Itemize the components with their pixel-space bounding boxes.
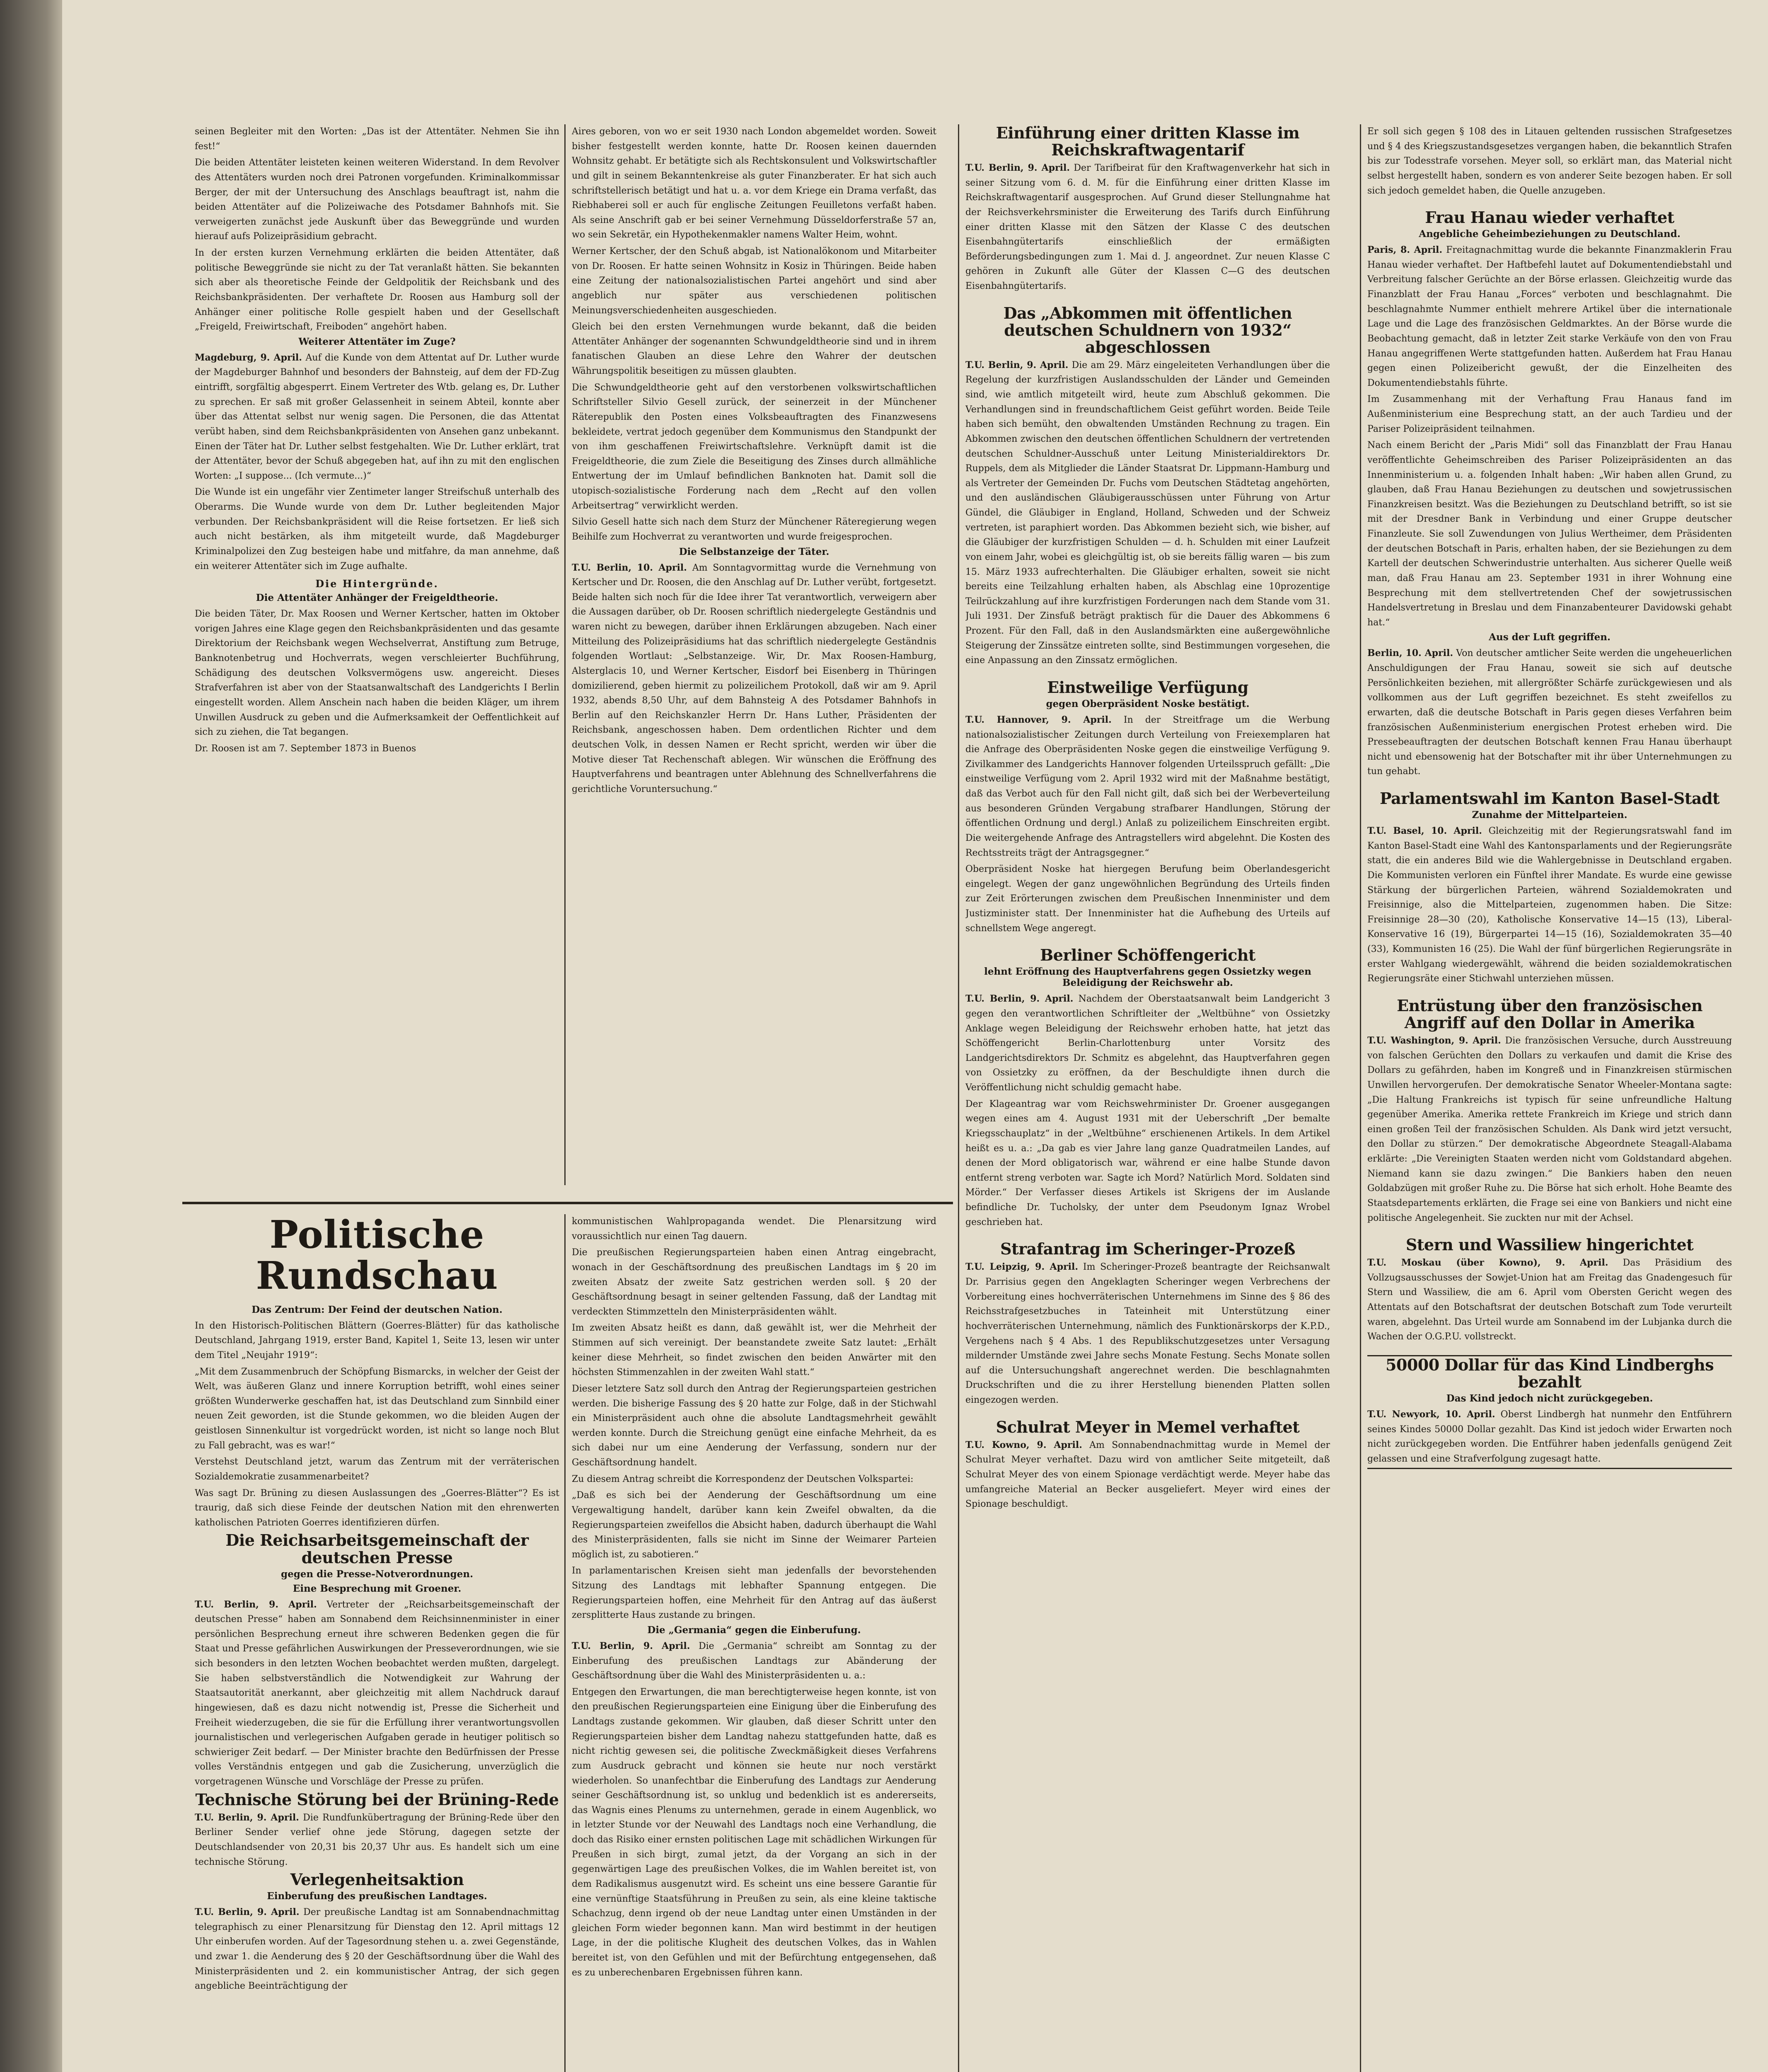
politische-rundschau-column-2 [572, 1214, 936, 2072]
paragraph: Werner Kertscher, der den Schuß abgab, ist Nationalökonom und Mitarbeiter von Dr. Roosen. Er hatte seinen Wohnsitz in Kosiz in Thüringen. Beide haben eine Zeitung der nationalsozialistischen Partei angehört und sind aber angeblich nur später aus verschiedenen politischen Meinungsverschiedenheiten ausgeschieden. [572, 246, 936, 316]
subheading: Einberufung des preußischen Landtages. [267, 1890, 487, 1902]
paragraph: Was sagt Dr. Brüning zu diesen Auslassungen des „Goerres-Blätter“? Es ist traurig, daß sich diese Feinde der deutschen Nation mit den ehrenwerten katholischen Patrioten Goerres identifizieren dürfen. [195, 1488, 559, 1528]
paragraph: Die beiden Attentäter leisteten keinen weiteren Widerstand. In dem Revolver des Attentäters wurden noch drei Patronen vorgefunden. Kriminalkommissar Berger, der mit der Untersuchung des Anschlags beauftragt ist, nahm die beiden Attentäter auf die Polizeiwache des Potsdamer Bahnhofs mit. Sie verweigerten zunächst jede Auskunft über das Beweggründe und wurden hierauf aufs Polizeipräsidium gebracht. [195, 157, 559, 242]
article-dollar-angriff [1367, 997, 1732, 1225]
paragraph-text: Der Tarifbeirat für den Kraftwagenverkehr hat sich in seiner Sitzung vom 6. d. M. für die Einführung einer dritten Klasse im Reichskraftwagentarif ausgesprochen. Auf Grund dieser Stellungnahme hat der Reichsverkehrsminister die Erweiterung des Tarifs durch Einführung einer dritten Klasse mit den Sätzen der Klasse C des deutschen Eisenbahngütertarifs einschließlich der ermäßigten Beförderungsbedingungen zum 1. Mai d. J. angeordnet. Zur neuen Klasse C gehören in Zukunft alle Güter der Klassen C—G des deutschen Eisenbahngütertarifs. [965, 163, 1330, 292]
paragraph-text: Die Rundfunkübertragung der Brüning-Rede über den Berliner Sender verlief ohne jede Störung, dagegen setzte der Deutschlandsender von 20,31 bis 20,37 Uhr aus. Es handelt sich um eine technische Störung. [195, 1812, 559, 1867]
headline: Technische Störung bei der Brüning-Rede [195, 1790, 559, 1809]
paragraph-text: Freitagnachmittag wurde die bekannte Finanzmaklerin Frau Hanau wieder verhaftet. Der Haftbefehl lautet auf Dokumentendiebstahl und Verbreitung falscher Gerüchte an der Börse erlassen. Gleichzeitig wurde das Finanzblatt der Frau Hanau „Forces“ verboten und beschlagnahmt. Die beschlagnahmte Nummer enthielt mehrere Artikel über die internationale Lage und die Lage des französischen Geldmarktes. An der Börse wurde die Beobachtung gemacht, daß in letzter Zeit starke Verkäufe von den von Frau Hanau angegriffenen Werte stattgefunden hatten. Außerdem hat Frau Hanau gegen einen Polizeibericht gewußt, der die Einzelheiten des Dokumentendiebstahls führte. [1367, 245, 1732, 388]
headline: Einstweilige Verfügung [1047, 678, 1248, 697]
subheading: gegen die Presse-Notverordnungen. [281, 1568, 473, 1580]
paragraph [195, 1905, 559, 1994]
paragraph: Dieser letztere Satz soll durch den Antrag der Regierungsparteien gestrichen werden. Die bisherige Fassung des § 20 hatte zur Folge, daß in der Stichwahl ein Ministerpräsident auch ohne die absolute Landtagsmehrheit gewählt werden konnte. Durch die Streichung genügt eine einfache Mehrheit, da es sich dabei nur um eine Aenderung der Verfassung, sondern nur der Geschäftsordnung handelt. [572, 1383, 936, 1468]
paragraph-text: Die am 29. März eingeleiteten Verhandlungen über die Regelung der kurzfristigen Auslandsschulden der Länder und Gemeinden sind, wie amtlich mitgeteilt wird, heute zum Abschluß gekommen. Die Verhandlungen sind in freundschaftlichem Geist geführt worden. Beide Teile haben sich bemüht, den obwaltenden Umständen Rechnung zu tragen. Ein Abkommen zwischen den deutschen öffentlichen Schuldnern der vertretenden deutschen Schuldner-Ausschuß unter Leitung Ministerialdirektors Dr. Ruppels, dem als Mitglieder die Länder Staatsrat Dr. Lippmann-Hamburg und als Vertreter der Gemeinden Dr. Fuchs vom Deutschen Städtetag angehörten, und den ausländischen Gläubigerausschüssen unter Führung von Artur Gündel, die Gläubiger in England, Holland, Schweden und der Schweiz vertreten, ist paraphiert worden. Das Abkommen bezieht sich, wie bisher, auf die Gläubiger der kurzfristigen Schulden — d. h. Schulden mit einer Laufzeit von einem Jahr, wobei es gleichgültig ist, ob sie bereits fällig waren — bis zum 15. März 1933 aufrechterhalten. Die Gläubiger erhalten, soweit sie nicht bereits eine Teilzahlung erhalten haben, als Abschlag eine 10prozentige Teilrückzahlung auf ihre kurzfristigen Forderungen nach dem Stande vom 31. Juli 1931. Der Zinsfuß beträgt praktisch für die Dauer des Abkommens 6 Prozent. Für den Fall, daß in den Auslandsmärkten eine außergewöhnliche Steigerung der Zinssätze eintreten sollte, sind Bestimmungen vorgesehen, die eine Anpassung an den Zinssatz ermöglichen. [965, 360, 1330, 666]
paragraph: Die preußischen Regierungsparteien haben einen Antrag eingebracht, wonach in der Geschäftsordnung des preußischen Landtags im § 20 im zweiten Absatz der zweite Satz gestrichen werden soll. § 20 der Geschäftsordnung besagt in seiner geltenden Fassung, daß der Landtag mit verdeckten Stimmzetteln den Ministerpräsidenten wählt. [572, 1247, 936, 1317]
paragraph: Nach einem Bericht der „Paris Midi“ soll das Finanzblatt der Frau Hanau veröffentlichte Geheimschreiben des Pariser Polizeipräsidenten an das Innenministerium u. a. folgenden Inhalt haben: „Wir haben allen Grund, zu glauben, daß Frau Hanau Beziehungen zu deutschen und sowjetrussischen Finanzkreisen besitzt. Was die Beziehungen zu Deutschland betrifft, so ist sie mit der Dresdner Bank in Verbindung und einer Gruppe deutscher Finanzleute. Sie soll Zuwendungen von Julius Wertheimer, dem Präsidenten der deutschen Botschaft in Paris, erhalten haben, der sie Beziehungen zu dem Kartell der deutschen Schwerindustrie unterhalten. Aus sicherer Quelle weiß man, daß Frau Hanau am 23. September 1931 in ihrer Wohnung eine Besprechung mit dem stellvertretenden Chef der sowjetrussischen Handelsvertretung in Breslau und dem Finanzabenteurer Davidowski gehabt hat.“ [1367, 440, 1732, 628]
headline: 50000 Dollar für das Kind Lindberghs bezahlt [1385, 1355, 1714, 1391]
paragraph: seinen Begleiter mit den Worten: „Das ist der Attentäter. Nehmen Sie ihn fest!“ [195, 126, 559, 152]
paragraph: „Daß es sich bei der Aenderung der Geschäftsordnung um eine Vergewaltigung handelt, darüber kann kein Zweifel obwalten, da die Regierungsparteien zweifellos die Absicht haben, dadurch überhaupt die Wahl des Ministerpräsidenten, falls sie nicht im Sinne der Weimarer Parteien möglich ist, zu sabotieren.“ [572, 1490, 936, 1560]
headline: Verlegenheitsaktion [290, 1870, 464, 1889]
paragraph: Aires geboren, von wo er seit 1930 nach London abgemeldet worden. Soweit bisher festgestellt werden konnte, hatte Dr. Roosen keinen dauernden Wohnsitz gehabt. Er betätigte sich als Rechtskonsulent und Volkswirtschaftler und gilt in seinem Bekanntenkreise als guter Finanzberater. Er hat sich auch schriftstellerisch betätigt und hat u. a. vor dem Kriege ein Drama verfaßt, das Riebhaberei soll er auch für englische Zeitungen Feuilletons verfaßt haben. Als seine Anschrift gab er bei seiner Vernehmung Düsseldorferstraße 57 an, wo sein Sekretär, ein Hypothekenmakler namens Walter Heim, wohnt. [572, 126, 936, 240]
paragraph: Silvio Gesell hatte sich nach dem Sturz der Münchener Räteregierung wegen Beihilfe zum Hochverrat zu verantworten und wurde freigesprochen. [572, 517, 936, 542]
column-1 [195, 124, 559, 1193]
paragraph [1367, 1256, 1732, 1344]
section-title: Politische Rundschau [256, 1214, 498, 1298]
paragraph-text: Auf die Kunde von dem Attentat auf Dr. Luther wurde der Magdeburger Bahnhof und besonders der Bahnsteig, auf dem der FD-Zug eintrifft, sorgfältig abgesperrt. Einem Vertreter des Wtb. gelang es, Dr. Luther zu sprechen. Er saß mit großer Gelassenheit in seinem Abteil, konnte aber über das Attentat selbst nur wenig sagen. Die Personen, die das Attentat verübt haben, sind dem Reichsbankpräsidenten von Ansehen ganz unbekannt. Einen der Täter hat Dr. Luther selbst festgehalten. Wie Dr. Luther erklärt, trat der Attentäter, bevor der Schuß abgegeben hat, auf ihn zu mit den englischen Worten: „I suppose... (Ich vermute...)“ [195, 352, 559, 481]
paragraph [1367, 1407, 1732, 1467]
paragraph-text: Der preußische Landtag ist am Sonnabendnachmittag telegraphisch zu einer Plenarsitzung für Dienstag den 12. April mittags 12 Uhr einberufen worden. Auf der Tagesordnung stehen u. a. zwei Gegenstände, und zwar 1. die Aenderung des § 20 der Geschäftsordnung über die Wahl des Ministerpräsidenten und 2. ein kommunistischer Antrag, der sich gegen angebliche Beeinträchtigung der [195, 1907, 559, 1992]
headline: Schulrat Meyer in Memel verhaftet [996, 1417, 1300, 1436]
article-lindbergh [1367, 1355, 1732, 1469]
headline: Frau Hanau wieder verhaftet [1425, 208, 1674, 227]
paragraph [1367, 646, 1732, 779]
column-rule [958, 124, 959, 2072]
paragraph-text: Am Sonnabendnachmittag wurde in Memel der Schulrat Meyer verhaftet. Dazu wird von amtlicher Seite mitgeteilt, daß Schulrat Meyer des von einem Spionage verdächtigt werde. Meyer habe das umfangreiche Material an Becker ausgeliefert. Meyer wird eines der Spionage beschuldigt. [965, 1440, 1330, 1510]
headline: Das „Abkommen mit öffentlichen deutschen Schuldnern von 1932“ abgeschlossen [1003, 303, 1292, 356]
dateline: Berlin, 10. April. [1367, 648, 1454, 659]
column-rule [1360, 124, 1361, 2072]
paragraph: Die Schwundgeldtheorie geht auf den verstorbenen volkswirtschaftlichen Schriftsteller Silvio Gesell zurück, der seinerzeit in der Münchener Räterepublik den Posten eines Volksbeauftragten des Finanzwesens bekleidete, vertrat jedoch gegenüber dem Kommunismus den Standpunkt der von ihm geschaffenen Freiwirtschaftslehre. Verknüpft damit ist die Freigeldtheorie, die zum Ziele die Beseitigung des Zinses durch allmähliche Entwertung der im Umlauf befindlichen Banknoten hat. Damit soll die utopisch-sozialistische Forderung nach dem „Recht auf den vollen Arbeitsertrag“ verwirklicht werden. [572, 382, 936, 511]
paragraph-text: Von deutscher amtlicher Seite werden die ungeheuerlichen Anschuldigungen der Frau Hanau, soweit sie sich auf deutsche Persönlichkeiten beziehen, mit allergrößter Schärfe zurückgewiesen und als vollkommen aus der Luft gegriffen bezeichnet. Es steht zweifellos zu erwarten, daß die deutsche Botschaft in Paris gegen dieses Verfahren beim französischen Außenministerium energischen Protest erheben wird. Die Pressebeauftragten der deutschen Botschaft kennen Frau Hanau überhaupt nicht und ebensowenig hat der Botschafter mit ihr über Unternehmungen zu tun gehabt. [1367, 648, 1732, 777]
dateline: T.U. Berlin, 9. April. [965, 359, 1069, 370]
article-abkommen [965, 305, 1330, 668]
paragraph: Dr. Roosen ist am 7. September 1873 in Buenos [195, 743, 416, 754]
paragraph-text: Das Präsidium des Vollzugsausschusses der Sowjet-Union hat am Freitag das Gnadengesuch für Stern und Wassiliew, die am 6. April vom Obersten Gericht wegen des Attentats auf den Botschaftsrat der deutschen Botschaft zum Tode verurteilt waren, abgelehnt. Das Urteil wurde am Sonnabend im der Lubjanka durch die Wachen der O.G.P.U. vollstreckt. [1367, 1258, 1732, 1342]
politische-rundschau-column-1 [195, 1214, 559, 2072]
paragraph [1367, 824, 1732, 986]
dateline: T.U. Berlin, 9. April. [965, 993, 1074, 1005]
dateline: T.U. Berlin, 9. April. [195, 1812, 299, 1823]
column-2 [572, 124, 936, 1193]
headline: Die Reichsarbeitsgemeinschaft der deutschen Presse [225, 1531, 529, 1567]
section-heading: Die Hintergründe. [315, 578, 439, 590]
article-einstweilige-verfuegung [965, 679, 1330, 936]
paragraph [965, 713, 1330, 860]
subheading: Zunahme der Mittelparteien. [1472, 809, 1628, 821]
dateline: Paris, 8. April. [1367, 244, 1443, 256]
article-frau-hanau [1367, 209, 1732, 779]
dateline: T.U. Washington, 9. April. [1367, 1035, 1501, 1046]
article-meyer-continued [1367, 124, 1732, 198]
paragraph: Oberpräsident Noske hat hiergegen Berufung beim Oberlandesgericht eingelegt. Wegen der ganz ungewöhnlichen Begründung des Urteils finden zur Zeit Erörterungen zwischen dem Preußischen Innenminister und dem Justizminister statt. Der Innenminister hat die Aufhebung des Urteils auf schnellstem Wege angeregt. [965, 864, 1330, 934]
headline: Strafantrag im Scheringer-Prozeß [1000, 1239, 1295, 1259]
dateline: T.U. Basel, 10. April. [1367, 825, 1482, 837]
headline: Entrüstung über den französischen Angriff auf den Dollar in Amerika [1397, 996, 1703, 1032]
subheading: Die Attentäter Anhänger der Freigeldtheorie. [256, 592, 498, 604]
paragraph [965, 1438, 1330, 1512]
paragraph [195, 1811, 559, 1870]
paragraph: Er soll sich gegen § 108 des in Litauen geltenden russischen Strafgesetzes und § 4 des Kriegszustandsgesetzes vergangen haben, die bekanntlich Strafen bis zur Todesstrafe vorsehen. Meyer soll, so erklärt man, das Material nicht selbst hergestellt haben, sondern es von anderer Seite bezogen haben. Er soll sich jedoch gemeldet haben, die Quelle anzugeben. [1367, 126, 1732, 196]
column-rule [564, 1214, 566, 2072]
column-3 [965, 124, 1330, 2072]
paragraph [965, 358, 1330, 668]
paragraph-text: Die „Germania“ schreibt am Sonntag zu der Einberufung des preußischen Landtags zur Abänderung der Geschäftsordnung über die Wahl des Ministerpräsidenten u. a.: [572, 1641, 936, 1681]
paragraph [965, 161, 1330, 294]
paragraph: Im Zusammenhang mit der Verhaftung Frau Hanaus fand im Außenministerium eine Besprechung statt, an der auch Tardieu und der Pariser Polizeipräsident teilnahmen. [1367, 394, 1732, 434]
dateline: T.U. Berlin, 9. April. [965, 162, 1070, 174]
subheading: Weiterer Attentäter im Zuge? [298, 336, 456, 347]
headline: Parlamentswahl im Kanton Basel-Stadt [1379, 789, 1720, 808]
subheading: gegen Oberpräsident Noske bestätigt. [1046, 698, 1250, 709]
dateline: T.U. Berlin, 9. April. [572, 1640, 690, 1651]
paragraph: Zu diesem Antrag schreibt die Korrespondenz der Deutschen Volkspartei: [572, 1474, 914, 1484]
headline: Stern und Wassiliew hingerichtet [1405, 1235, 1694, 1254]
dateline: T.U. Kowno, 9. April. [965, 1439, 1082, 1450]
paragraph-text: In der Streitfrage um die Werbung nationalsozialistischer Zeitungen durch Verteilung von Freiexemplaren hat die Anfrage des Oberpräsidenten Noske gegen die einstweilige Verfügung 9. Zivilkammer des Landgerichts Hannover folgenden Urteilsspruch gefällt: „Die einstweilige Verfügung vom 2. April 1932 wird mit der Maßnahme bestätigt, daß das Verbot auch für den Fall nicht gilt, daß sich bei der Werbeverteilung aus besonderen Gründen Vergabung strafbarer Handlungen, Störung der öffentlichen Ordnung und dergl.) Anlaß zu polizeilichem Einschreiten ergibt. Die weitergehende Anfrage des Antragstellers wird abgelehnt. Die Kosten des Rechtsstreits trägt der Antragsgegner.“ [965, 714, 1330, 858]
paragraph: Die beiden Täter, Dr. Max Roosen und Werner Kertscher, hatten im Oktober vorigen Jahres eine Klage gegen den Reichsbankpräsidenten und das gesamte Direktorium der Reichsbank wegen Wechselverrat, Anstiftung zum Betruge, Banknotenbetrug und Hochverrats, wegen verschleierter Buchführung, Schädigung des deutschen Volksvermögens usw. angereicht. Dieses Strafverfahren ist aber von der Staatsanwaltschaft des Landgerichts I Berlin eingestellt worden. Allem Anschein nach haben die beiden Kläger, um ihrem Unwillen Ausdruck zu geben und die Aufmerksamkeit der Oeffentlichkeit auf sich zu ziehen, die Tat begangen. [195, 609, 559, 738]
article-schoeffengericht [965, 946, 1330, 1230]
dateline: T.U. Leipzig, 9. April. [965, 1261, 1079, 1273]
article-stern-wassiliew [1367, 1236, 1732, 1344]
paragraph [1367, 243, 1732, 390]
paragraph [195, 1598, 559, 1789]
paragraph: In parlamentarischen Kreisen sieht man jedenfalls der bevorstehenden Sitzung des Landtags mit lebhafter Spannung entgegen. Die Regierungsparteien hoffen, eine Mehrheit für den Antrag auf das äußerst zersplitterte Haus zustande zu bringen. [572, 1566, 936, 1621]
subheading: Aus der Luft gegriffen. [1489, 632, 1611, 643]
paragraph [572, 1639, 936, 1683]
article-basel-wahl [1367, 790, 1732, 986]
paragraph: Entgegen den Erwartungen, die man berechtigterweise hegen konnte, ist von den preußischen Regierungsparteien eine Einigung über die Einberufung des Landtags zustande gekommen. Wir glauben, daß dieser Schritt unter den Regierungsparteien bisher dem Landtag nahezu stattgefunden hatte, daß es nicht richtig gewesen sei, die politische Zweckmäßigkeit dieses Verfahrens zum Ausdruck gebracht und können sie heute nur noch verstärkt wiederholen. So unanfechtbar die Einberufung des Landtags zur Aenderung seiner Geschäftsordnung ist, so unklug und bedenklich ist es andererseits, das Wagnis eines Plenums zu unternehmen, gerade in einem Augenblick, wo in letzter Stunde vor der Neuwahl des Landtags noch eine Verhandlung, die doch das Risiko einer ernsten politischen Lage mit schädlichen Wirkungen für Preußen in sich birgt, zumal jetzt, da der Vorgang an sich in der gegenwärtigen Lage des preußischen Volkes, die im Wahlen bereitet ist, von dem Radikalismus ausgenutzt wird. Es scheint uns eine bessere Garantie für eine vernünftige Staatsführung in Preußen zu sein, als eine kleine taktische Schachzug, denn irgend ob der neue Landtag unter einen Umständen in der gleichen Form wieder begonnen kann. Man wird bestimmt in der heutigen Lage, in der die politische Klugheit des deutschen Volkes, das in Wahlen bereitet ist, von den Gefühlen und mit der Befürchtung entgegensehen, daß es zu unberechenbaren Ergebnissen führen kann. [572, 1687, 936, 1978]
paragraph-text: Im Scheringer-Prozeß beantragte der Reichsanwalt Dr. Parrisius gegen den Angeklagten Scheringer wegen Verbrechens der Vorbereitung eines hochverräterischen Unternehmens im Sinne des § 86 des Reichsstrafgesetzbuches in Tateinheit mit Unterstützung einer hochverräterischen Unternehmung, nämlich des Funktionärskorps der K.P.D., Vergehens nach § 4 Abs. 1 des Republikschutzgesetzes unter Versagung mildernder Umstände zwei Jahre sechs Monate Festung. Sechs Monate sollen auf die Untersuchungshaft angerechnet werden. Die beschlagnahmten Druckschriften und die zu ihrer Herstellung bienenden Platten sollen eingezogen werden. [965, 1262, 1330, 1405]
paragraph: Verstehst Deutschland jetzt, warum das Zentrum mit der verräterischen Sozialdemokratie zusammenarbeitet? [195, 1457, 559, 1482]
paragraph-text: Die französischen Versuche, durch Ausstreuung von falschen Gerüchten den Dollars zu verkaufen und damit die Krise des Dollars zu gefährden, haben im Kongreß und in Finanzkreisen stürmischen Unwillen hervorgerufen. Der demokratische Senator Wheeler-Montana sagte: „Die Haltung Frankreichs ist typisch für seine unfreundliche Haltung gegenüber Amerika. Amerika rettete Frankreich im Kriege und strich dann einen großen Teil der französischen Schulden. Als Dank wird jetzt versucht, den Dollar zu stürzen.“ Der demokratische Abgeordnete Steagall-Alabama erklärte: „Die Vereinigten Staaten werden nicht vom Goldstandard abgehen. Niemand kann sie dazu zwingen.“ Die Bankiers haben den neuen Goldabzügen mit großer Ruhe zu. Die Börse hat sich erholt. Hohe Beamte des Staatsdepartements erklärten, die Frage sei eine von Bankiers und nicht eine politische Angelegenheit. Sie zuckten nur mit der Achsel. [1367, 1036, 1732, 1223]
section-divider [182, 1202, 953, 1204]
paragraph [965, 992, 1330, 1095]
paragraph [1367, 1034, 1732, 1225]
paragraph-text: Am Sonntagvormittag wurde die Vernehmung von Kertscher und Dr. Roosen, die den Anschlag auf Dr. Luther verübt, fortgesetzt. Beide halten sich noch für die Idee ihrer Tat verantwortlich, verweigern aber die Aussagen darüber, ob Dr. Roosen schriftlich niedergelegte Geständnis und waren nicht zu bewegen, darüber ihnen Erklärungen abzugeben. Nach einer Mitteilung des Polizeipräsidiums hat das schriftlich niedergelegte Geständnis folgenden Wortlaut: „Selbstanzeige. Wir, Dr. Max Roosen-Hamburg, Alsterglacis 10, und Werner Kertscher, Eisdorf bei Eisenberg in Thüringen domizilierend, geben hiermit zu polizeilichem Protokoll, daß wir am 9. April 1932, abends 8,50 Uhr, auf dem Bahnsteig A des Potsdamer Bahnhofs in Berlin auf den Reichskanzler Herrn Dr. Hans Luther, Präsidenten der Reichsbank, angeschossen haben. Dem ordentlichen Richter und dem deutschen Volk, in dessen Namen er Recht spricht, werden wir über die Motive dieser Tat Rechenschaft ablegen. Wir wünschen die Eröffnung des Hauptverfahrens und beantragen unter Ablehnung des Schnellverfahrens die gerichtliche Voruntersuchung.“ [572, 562, 936, 794]
subheading: Eine Besprechung mit Groener. [293, 1583, 462, 1594]
dateline: Magdeburg, 9. April. [195, 352, 302, 363]
paragraph: In den Historisch-Politischen Blättern (Goerres-Blätter) für das katholische Deutschland, Jahrgang 1919, erster Band, Kapitel 1, Seite 13, lesen wir unter dem Titel „Neujahr 1919“: [195, 1320, 559, 1360]
subheading: Die Selbstanzeige der Täter. [679, 546, 830, 557]
subheading: Das Kind jedoch nicht zurückgegeben. [1446, 1392, 1653, 1404]
subheading: lehnt Eröffnung des Hauptverfahrens gegen Ossietzky wegen Beleidigung der Reichswehr ab. [984, 966, 1311, 989]
headline: Einführung einer dritten Klasse im Reichskraftwagentarif [996, 124, 1300, 160]
dateline: T.U. Hannover, 9. April. [965, 714, 1112, 725]
dateline: T.U. Newyork, 10. April. [1367, 1409, 1495, 1420]
article-kraftwagentarif [965, 124, 1330, 294]
paragraph-text: Oberst Lindbergh hat nunmehr den Entführern seines Kindes 50000 Dollar gezahlt. Das Kind ist jedoch wider Erwarten noch nicht zurückgegeben worden. Die Entführer haben jedenfalls genügend Zeit gelassen und eine Strafverfolgung zugesagt hatte. [1367, 1409, 1732, 1464]
paragraph: kommunistischen Wahlpropaganda wendet. Die Plenarsitzung wird voraussichtlich nur einen Tag dauern. [572, 1216, 936, 1242]
book-binding-edge [0, 0, 62, 2072]
article-scheringer-prozess [965, 1240, 1330, 1407]
paragraph-text: Nachdem der Oberstaatsanwalt beim Landgericht 3 gegen den verantwortlichen Schriftleiter der „Weltbühne“ von Ossietzky Anklage wegen Beleidigung der Reichswehr erhoben hatte, hat jetzt das Schöffengericht Berlin-Charlottenburg unter Vorsitz des Landgerichtsdirektors Dr. Schmitz es abgelehnt, das Hauptverfahren gegen von Ossietzky zu eröffnen, da der Beschuldigte ihnen durch die Veröffentlichung nicht schuldig gemacht habe. [965, 994, 1330, 1093]
dateline: T.U. Berlin, 10. April. [572, 562, 687, 573]
paragraph [195, 351, 559, 484]
attentat-background [572, 124, 936, 797]
article-schulrat-meyer [965, 1418, 1330, 1512]
paragraph: Die Wunde ist ein ungefähr vier Zentimeter langer Streifschuß unterhalb des Oberarms. Die Wunde wurde von dem Dr. Luther begleitenden Major verbunden. Der Reichsbankpräsident will die Reise fortsetzen. Er ließ sich auch nicht bestärken, als ihm mitgeteilt wurde, daß Magdeburger Kriminalpolizei den Zug besteigen habe und mitfahre, da man annehme, daß ein weiterer Attentäter sich im Zuge aufhalte. [195, 487, 559, 571]
dateline: T.U. Berlin, 9. April. [195, 1599, 317, 1610]
paragraph-text: Vertreter der „Reichsarbeitsgemeinschaft der deutschen Presse“ haben am Sonnabend dem Reichsinnenminister in einer persönlichen Besprechung erneut ihre schweren Bedenken gegen die für Staat und Presse gefährlichen Auswirkungen der Presseverordnungen, wie sie sich besonders in den letzten Wochen beobachtet werden mußten, dargelegt. Sie haben selbstverständlich die Notwendigkeit zur Wahrung der Staatsautorität anerkannt, aber gleichzeitig mit allem Nachdruck darauf hingewiesen, daß es dazu nicht notwendig ist, Presse die Sicherheit und Freiheit wiederzugeben, die sie für die Erfüllung ihrer verantwortungsvollen journalistischen und verlegerischen Aufgaben gerade in heutiger politisch so schwieriger Zeit bedarf. — Der Minister brachte den Bedürfnissen der Presse volles Verständnis entgegen und gab die Zusicherung, unverzüglich die vorgetragenen Wünsche und Vorschläge der Presse zu prüfen. [195, 1599, 559, 1787]
subheading: Die „Germania“ gegen die Einberufung. [647, 1624, 861, 1636]
paragraph-text: Gleichzeitig mit der Regierungsratswahl fand im Kanton Basel-Stadt eine Wahl des Kantonsparlaments und der Regierungsräte statt, die ein anderes Bild wie die Wahlergebnisse in Deutschland ergaben. Die Kommunisten verloren ein Fünftel ihrer Mandate. Es wurde eine gewisse Stärkung der bürgerlichen Parteien, während Sozialdemokraten und Freisinnige, also die Mittelparteien, zugenommen haben. Die Sitze: Freisinnige 28—30 (20), Katholische Konservative 14—15 (13), Liberal-Konservative 16 (19), Bürgerpartei 14—15 (16), Sozialdemokraten 35—40 (33), Kommunisten 16 (25). Die Wahl der fünf bürgerlichen Regierungsräte in erster Wahlgang wiedergewählt, während die beiden sozialdemokratischen Regierungsräte einer Stichwahl unterziehen müssen. [1367, 826, 1732, 984]
subheading: Das Zentrum: Der Feind der deutschen Nation. [252, 1304, 503, 1315]
column-4 [1367, 124, 1732, 2072]
paragraph [572, 561, 936, 797]
dateline: T.U. Berlin, 9. April. [195, 1907, 300, 1918]
attentat-continuation [195, 124, 559, 756]
paragraph: „Mit dem Zusammenbruch der Schöpfung Bismarcks, in welcher der Geist der Welt, was äußeren Glanz und innere Korruption betrifft, wohl eines seiner größten Wunderwerke geschaffen hat, ist das Deutschland zum Sinnbild einer neuen Zeit geworden, ist die Stunde gekommen, wo die bleiden Augen der geistlosen Sinnenkultur ist vorgedrückt worden, ist nicht so lange noch Blut zu Fall gebracht, was es war!“ [195, 1366, 559, 1451]
paragraph [965, 1260, 1330, 1407]
paragraph: In der ersten kurzen Vernehmung erklärten die beiden Attentäter, daß politische Beweggründe sie nicht zu der Tat veranlaßt hätten. Sie bekannten sich aber als theoretische Feinde der Geldpolitik der Reichsbank und des Reichsbankpräsidenten. Der verhaftete Dr. Roosen aus Hamburg soll der Anhänger einer politische Rolle gespielt haben und der Gesellschaft „Freigeld, Freiwirtschaft, Freiboden“ angehört haben. [195, 248, 559, 332]
headline: Berliner Schöffengericht [1040, 946, 1255, 965]
subheading: Angebliche Geheimbeziehungen zu Deutschland. [1419, 228, 1681, 240]
paragraph: Der Klageantrag war vom Reichswehrminister Dr. Groener ausgegangen wegen eines am 4. August 1931 mit der Ueberschrift „Der bemalte Kriegsschauplatz“ in der „Weltbühne“ erschienenen Artikels. In dem Artikel heißt es u. a.: „Da gab es vier Jahre lang ganze Quadratmeilen Landes, auf denen der Mord obligatorisch war, während er eine halbe Stunde davon entfernt streng verboten war. Sagte ich Mord? Natürlich Mord. Soldaten sind Mörder.“ Der Verfasser dieses Artikels ist Skrigens der im Auslande befindliche Dr. Tucholsky, der unter dem Pseudonym Ignaz Wrobel geschrieben hat. [965, 1099, 1330, 1227]
paragraph: Im zweiten Absatz heißt es dann, daß gewählt ist, wer die Mehrheit der Stimmen auf sich vereinigt. Der beanstandete zweite Satz lautet: „Erhält keiner diese Mehrheit, so findet zwischen den beiden Anwärter mit den höchsten Stimmenzahlen in der zweiten Wahl statt.“ [572, 1323, 936, 1378]
paragraph: Gleich bei den ersten Vernehmungen wurde bekannt, daß die beiden Attentäter Anhänger der sogenannten Schwundgeldtheorie sind und in ihrem fanatischen Glauben an diese Lehre den Wahrer der deutschen Währungspolitik beseitigen zu müssen glaubten. [572, 322, 936, 376]
column-rule [564, 124, 566, 1185]
dateline: T.U. Moskau (über Kowno), 9. April. [1367, 1257, 1608, 1268]
